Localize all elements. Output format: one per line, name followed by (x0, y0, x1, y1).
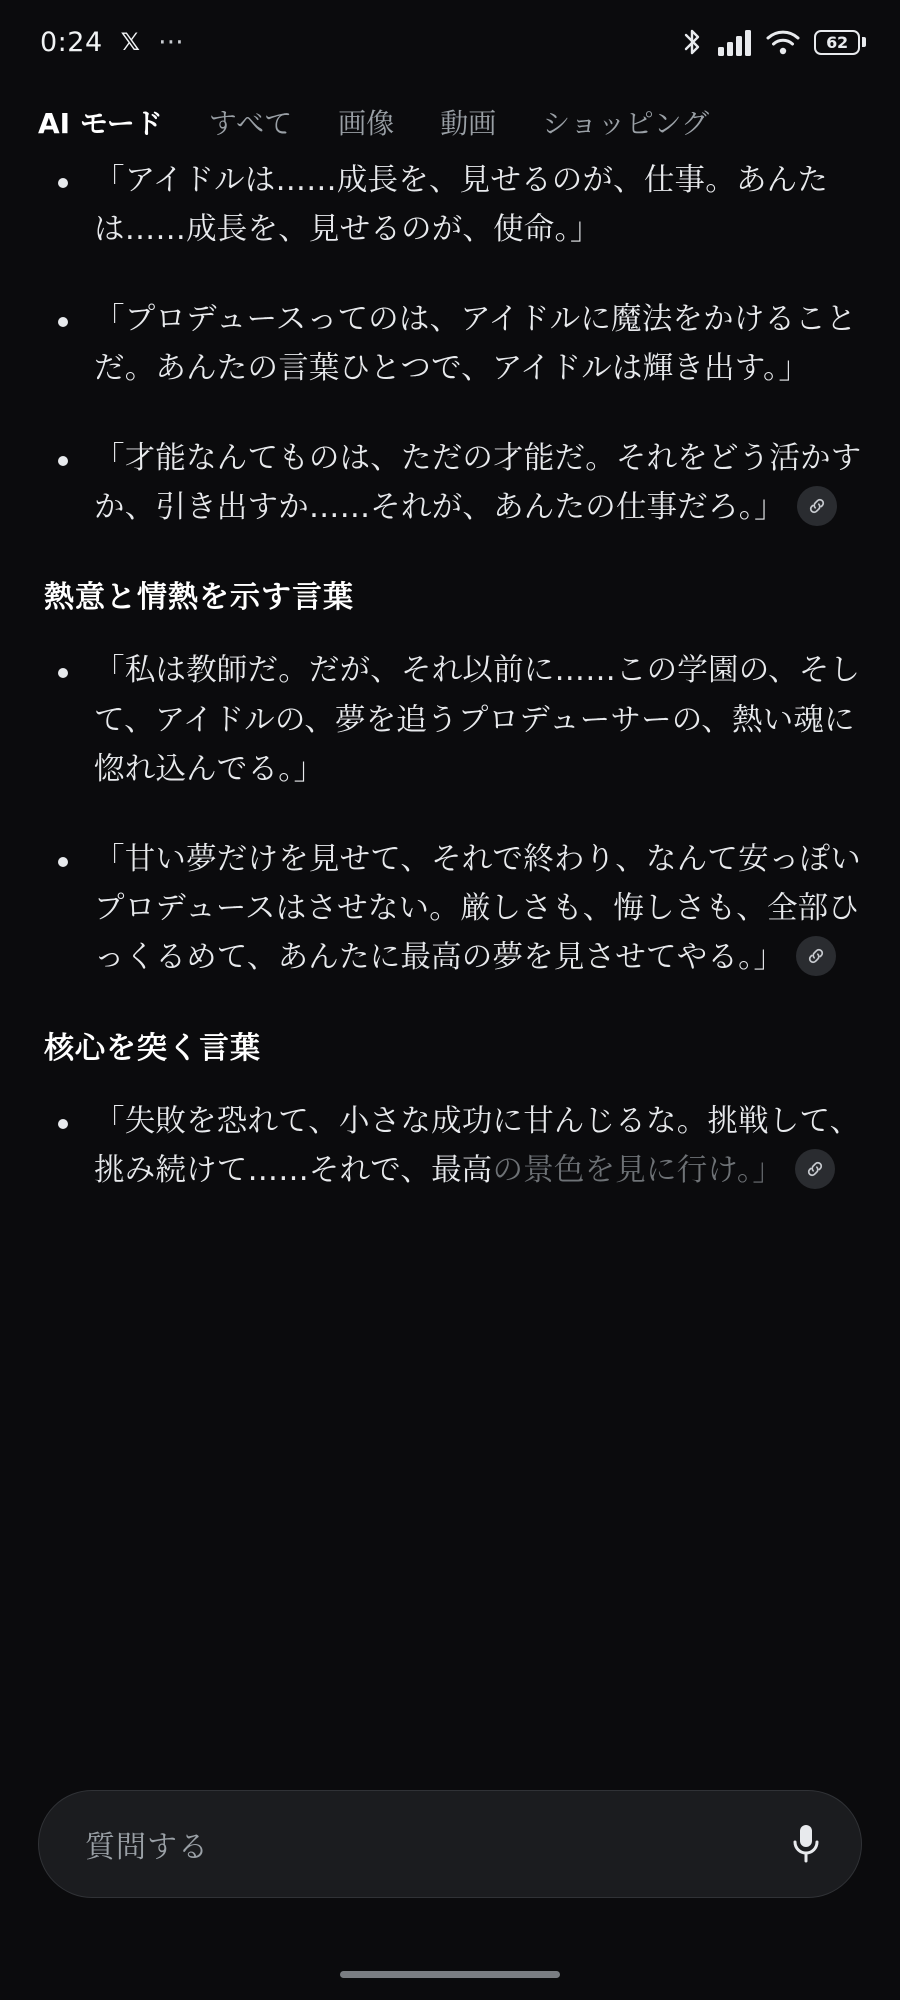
battery-icon (814, 30, 866, 55)
answer-content (0, 156, 900, 1196)
x-app-icon: 𝕏 (120, 28, 140, 56)
tab-images[interactable]: 画像 (338, 107, 395, 140)
tab-all[interactable]: すべて (208, 107, 293, 140)
wifi-icon (766, 28, 800, 56)
status-bar (0, 0, 900, 84)
cellular-signal-icon (718, 28, 752, 56)
search-bar-container (38, 1790, 862, 1898)
list-item (36, 295, 866, 394)
list-item (36, 835, 866, 983)
source-link-icon[interactable] (795, 1149, 835, 1189)
bullet-dot-icon (58, 1119, 68, 1129)
section-heading: 核心を突く言葉 (44, 1030, 261, 1066)
search-input[interactable] (38, 1790, 862, 1898)
list-item-text: 「甘い夢だけを見せて、それで終わり、なんて安っぽいプロデュースはさせない。厳しさも、悔しさも、全部ひっくるめて、あんたに最高の夢を見させてやる。」 (94, 841, 861, 976)
status-bar-left (40, 27, 184, 58)
home-indicator (340, 1971, 560, 1978)
list-item (36, 646, 866, 794)
list-item-text: 「私は教師だ。だが、それ以前に……この学園の、そして、アイドルの、夢を追うプロデューサーの、熱い魂に惚れ込んでる。」 (94, 653, 861, 788)
search-placeholder-label: 質問する (85, 1830, 209, 1865)
search-tabs (0, 84, 900, 156)
source-link-icon[interactable] (797, 486, 837, 526)
tab-videos[interactable]: 動画 (440, 107, 497, 140)
section-heading: 熱意と情熱を示す言葉 (44, 580, 354, 616)
list-item-text: 「才能なんてものは、ただの才能だ。それをどう活かすか、引き出すか……それが、あんたの仕事だろ。」 (94, 440, 862, 526)
list-item (36, 156, 866, 255)
bullet-dot-icon (58, 456, 68, 466)
battery-level-label: 62 (826, 32, 848, 52)
bullet-dot-icon (58, 668, 68, 678)
list-item (36, 434, 866, 533)
bluetooth-icon (680, 27, 704, 57)
tab-shopping[interactable]: ショッピング (542, 107, 710, 140)
status-clock: 0:24 (40, 26, 103, 58)
list-item-text: 「プロデュースってのは、アイドルに魔法をかけることだ。あんたの言葉ひとつで、アイドルは輝き出す。」 (94, 301, 857, 387)
tab-ai-mode[interactable]: AI モード (38, 107, 163, 140)
bullet-dot-icon (58, 857, 68, 867)
status-bar-right (680, 27, 866, 57)
source-link-icon[interactable] (796, 936, 836, 976)
more-notifications-icon: ⋯ (157, 27, 184, 57)
microphone-icon[interactable] (789, 1821, 823, 1867)
list-item (36, 1097, 866, 1196)
list-item-text: 「アイドルは……成長を、見せるのが、仕事。あんたは……成長を、見せるのが、使命。」 (94, 163, 829, 248)
list-item-text: 「失敗を恐れて、小さな成功に甘んじるな。挑戦して、挑み続けて……それで、最高の景色を見に行け。」 (94, 1103, 861, 1189)
bullet-dot-icon (58, 178, 68, 188)
bullet-dot-icon (58, 317, 68, 327)
